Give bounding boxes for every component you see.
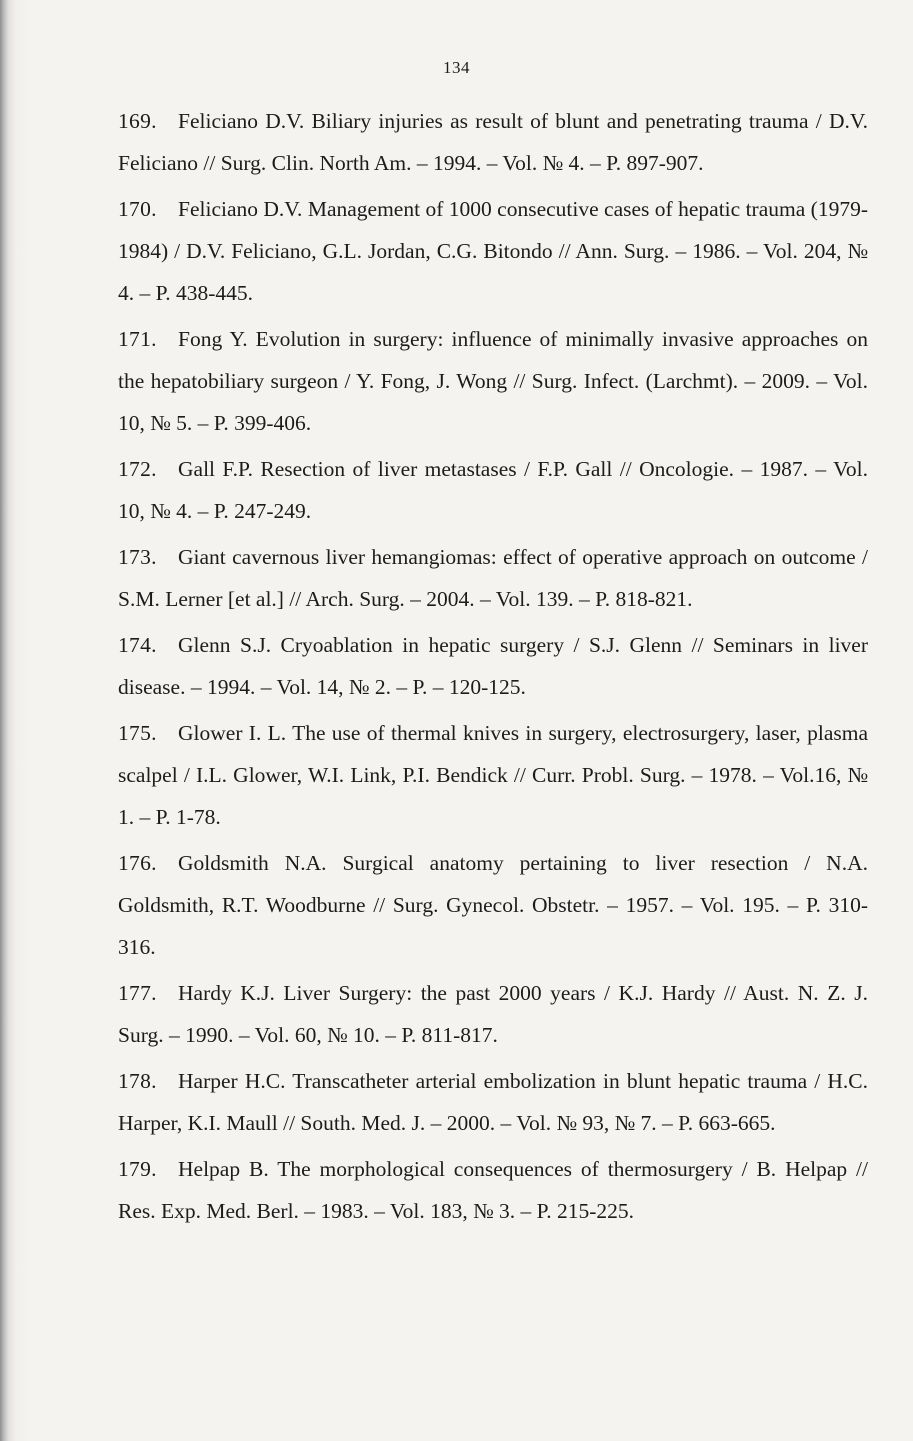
reference-item — [118, 448, 868, 532]
reference-item — [118, 972, 868, 1056]
reference-number: 174. — [118, 633, 157, 657]
reference-item — [118, 624, 868, 708]
reference-text: Glenn S.J. Cryoablation in hepatic surgery / S.J. Glenn // Seminars in liver disease. – 1994. – Vol. 14, № 2. – P. – 120-125. — [118, 633, 868, 699]
reference-item — [118, 536, 868, 620]
reference-number: 173. — [118, 545, 157, 569]
reference-item — [118, 842, 868, 968]
reference-number: 170. — [118, 197, 157, 221]
reference-number: 177. — [118, 981, 157, 1005]
reference-item — [118, 1148, 868, 1232]
reference-number: 169. — [118, 109, 157, 133]
reference-number: 179. — [118, 1157, 157, 1181]
reference-text: Gall F.P. Resection of liver metastases / F.P. Gall // Oncologie. – 1987. – Vol. 10, № 4. – P. 247-249. — [118, 457, 868, 523]
reference-text: Feliciano D.V. Biliary injuries as result of blunt and penetrating trauma / D.V. Feliciano // Surg. Clin. North Am. – 1994. – Vol. № 4. – P. 897-907. — [118, 109, 868, 175]
reference-text: Goldsmith N.A. Surgical anatomy pertaining to liver resection / N.A. Goldsmith, R.T. Woodburne // Surg. Gynecol. Obstetr. – 1957. – Vol. 195. – P. 310-316. — [118, 851, 868, 959]
reference-text: Fong Y. Evolution in surgery: influence of minimally invasive approaches on the hepatobiliary surgeon / Y. Fong, J. Wong // Surg. Infect. (Larchmt). – 2009. – Vol. 10, № 5. – P. 399-406. — [118, 327, 868, 435]
reference-item — [118, 318, 868, 444]
reference-item — [118, 712, 868, 838]
reference-number: 175. — [118, 721, 157, 745]
reference-number: 178. — [118, 1069, 157, 1093]
reference-item — [118, 100, 868, 184]
reference-text: Harper H.C. Transcatheter arterial embolization in blunt hepatic trauma / H.C. Harper, K.I. Maull // South. Med. J. – 2000. – Vol. № 93, № 7. – P. 663-665. — [118, 1069, 868, 1135]
reference-item — [118, 188, 868, 314]
page-number: 134 — [443, 58, 470, 77]
reference-text: Giant cavernous liver hemangiomas: effect of operative approach on outcome / S.M. Lerner [et al.] // Arch. Surg. – 2004. – Vol. 139. – P. 818-821. — [118, 545, 868, 611]
reference-list — [118, 100, 868, 1236]
reference-number: 172. — [118, 457, 157, 481]
reference-text: Feliciano D.V. Management of 1000 consecutive cases of hepatic trauma (1979-1984) / D.V. Feliciano, G.L. Jordan, C.G. Bitondo // Ann. Surg. – 1986. – Vol. 204, № 4. – P. 438-445. — [118, 197, 868, 305]
reference-number: 176. — [118, 851, 157, 875]
reference-text: Helpap B. The morphological consequences of thermosurgery / B. Helpap // Res. Exp. Med. Berl. – 1983. – Vol. 183, № 3. – P. 215-225. — [118, 1157, 868, 1223]
reference-item — [118, 1060, 868, 1144]
reference-number: 171. — [118, 327, 157, 351]
reference-text: Glower I. L. The use of thermal knives in surgery, electrosurgery, laser, plasma scalpel / I.L. Glower, W.I. Link, P.I. Bendick // Curr. Probl. Surg. – 1978. – Vol.16, № 1. – P. 1-78. — [118, 721, 868, 829]
reference-text: Hardy K.J. Liver Surgery: the past 2000 years / K.J. Hardy // Aust. N. Z. J. Surg. – 1990. – Vol. 60, № 10. – P. 811-817. — [118, 981, 868, 1047]
